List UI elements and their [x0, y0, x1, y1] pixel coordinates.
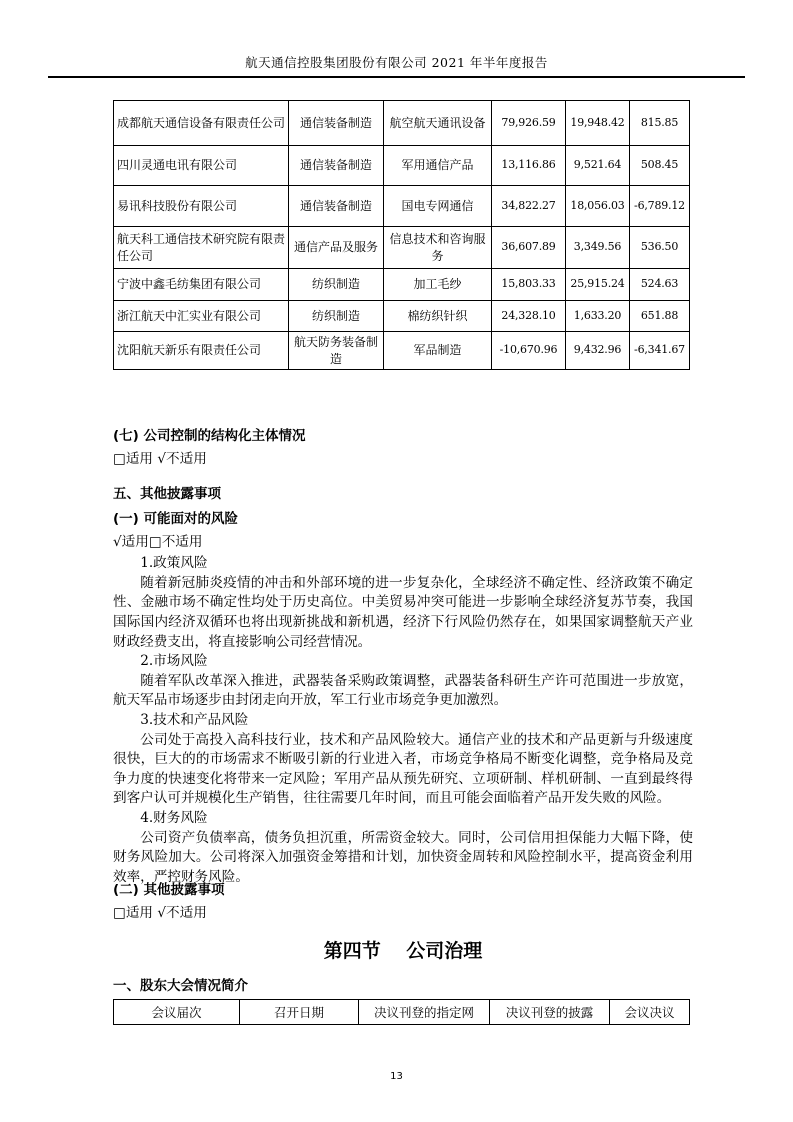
amount-cell: 508.45 — [630, 146, 690, 186]
amount-cell: 36,607.89 — [492, 227, 566, 269]
industry-cell: 纺织制造 — [289, 301, 384, 332]
amount-cell: 19,948.42 — [566, 101, 630, 146]
amount-cell: 9,521.64 — [566, 146, 630, 186]
risk-title: 2.市场风险 — [140, 653, 208, 670]
risk-item — [113, 711, 693, 809]
meetings-col-date: 召开日期 — [240, 999, 359, 1024]
company-name-cell: 成都航天通信设备有限责任公司 — [114, 101, 289, 146]
products-cell: 信息技术和咨询服务 — [384, 227, 492, 269]
table-row — [114, 146, 690, 186]
products-cell: 国电专网通信 — [384, 186, 492, 227]
amount-cell: 79,926.59 — [492, 101, 566, 146]
industry-cell: 通信装备制造 — [289, 146, 384, 186]
amount-cell: 9,432.96 — [566, 332, 630, 370]
products-cell: 航空航天通讯设备 — [384, 101, 492, 146]
risks-applicability: √适用□不适用 — [113, 533, 203, 550]
meetings-col-session: 会议届次 — [114, 999, 240, 1024]
page-number: 13 — [390, 1071, 403, 1082]
company-name-cell: 沈阳航天新乐有限责任公司 — [114, 332, 289, 370]
section-7-heading: (七) 公司控制的结构化主体情况 — [113, 428, 306, 444]
company-name-cell: 航天科工通信技术研究院有限责任公司 — [114, 227, 289, 269]
amount-cell: -10,670.96 — [492, 332, 566, 370]
table-row — [114, 332, 690, 370]
risk-body: 公司资产负债率高，债务负担沉重，所需资金较大。同时，公司信用担保能力大幅下降，使财务风险加大。公司将深入加强资金筹措和计划，加快资金周转和风险控制水平，提高资金利用效率，严控财务风险。 — [113, 829, 693, 885]
page-content — [113, 100, 693, 1025]
industry-cell: 通信装备制造 — [289, 186, 384, 227]
risk-title: 3.技术和产品风险 — [140, 711, 249, 728]
table-header-row — [114, 999, 690, 1024]
meetings-col-resolution: 会议决议 — [610, 999, 690, 1024]
meetings-table — [113, 999, 690, 1025]
risk-title: 1.政策风险 — [140, 555, 208, 572]
amount-cell: 13,116.86 — [492, 146, 566, 186]
section-2-heading: (二) 其他披露事项 — [113, 882, 225, 899]
amount-cell: 15,803.33 — [492, 269, 566, 301]
chapter-title: 第四节 公司治理 — [323, 939, 483, 962]
products-cell: 军品制造 — [384, 332, 492, 370]
risk-body: 随着军队改革深入推进，武器装备采购政策调整，武器装备科研生产许可范围进一步放宽，航天军品市场逐步由封闭走向开放，军工行业市场竞争更加激烈。 — [113, 672, 693, 709]
company-name-cell: 浙江航天中汇实业有限公司 — [114, 301, 289, 332]
amount-cell: 815.85 — [630, 101, 690, 146]
meetings-heading: 一、股东大会情况简介 — [113, 977, 248, 994]
amount-cell: -6,789.12 — [630, 186, 690, 227]
table-row — [114, 227, 690, 269]
amount-cell: 25,915.24 — [566, 269, 630, 301]
amount-cell: -6,341.67 — [630, 332, 690, 370]
company-name-cell: 易讯科技股份有限公司 — [114, 186, 289, 227]
company-name-cell: 四川灵通电讯有限公司 — [114, 146, 289, 186]
table-row — [114, 301, 690, 332]
section-2-applicability: □适用 √不适用 — [113, 905, 207, 922]
products-cell: 军用通信产品 — [384, 146, 492, 186]
industry-cell: 纺织制造 — [289, 269, 384, 301]
table-row — [114, 186, 690, 227]
table-row — [114, 101, 690, 146]
industry-cell: 通信装备制造 — [289, 101, 384, 146]
amount-cell: 34,822.27 — [492, 186, 566, 227]
risks-heading: (一) 可能面对的风险 — [113, 510, 239, 527]
amount-cell: 536.50 — [630, 227, 690, 269]
risk-item — [113, 652, 693, 711]
subsidiaries-table — [113, 100, 690, 370]
products-cell: 加工毛纱 — [384, 269, 492, 301]
industry-cell: 通信产品及服务 — [289, 227, 384, 269]
section-7-applicability: □适用 √不适用 — [113, 451, 207, 467]
amount-cell: 18,056.03 — [566, 186, 630, 227]
risk-body: 公司处于高投入高科技行业，技术和产品风险较大。通信产业的技术和产品更新与升级速度很快，巨大的的市场需求不断吸引新的行业进入者，市场竞争格局不断变化调整，竞争格局及竞争力度的快速变化将带来一定风险；军用产品从预先研究、立项研制、样机研制、一直到最终得到客户认可并规模化生产销售，往往需要几年时间，而且可能会面临着产品开发失败的风险。 — [113, 731, 693, 807]
risk-item — [113, 809, 693, 887]
amount-cell: 24,328.10 — [492, 301, 566, 332]
risk-item — [113, 554, 693, 652]
meetings-col-website: 决议刊登的指定网 — [359, 999, 490, 1024]
company-name-cell: 宁波中鑫毛纺集团有限公司 — [114, 269, 289, 301]
industry-cell: 航天防务装备制造 — [289, 332, 384, 370]
amount-cell: 3,349.56 — [566, 227, 630, 269]
meetings-col-disclosure: 决议刊登的披露 — [490, 999, 610, 1024]
amount-cell: 524.63 — [630, 269, 690, 301]
amount-cell: 651.88 — [630, 301, 690, 332]
other-disclosures-heading: 五、其他披露事项 — [113, 485, 221, 502]
document-header-title: 航天通信控股集团股份有限公司 2021 年半年度报告 — [245, 55, 548, 70]
amount-cell: 1,633.20 — [566, 301, 630, 332]
risk-list — [113, 554, 693, 887]
risk-body: 随着新冠肺炎疫情的冲击和外部环境的进一步复杂化，全球经济不确定性、经济政策不确定性、金融市场不确定性均处于历史高位。中美贸易冲突可能进一步影响全球经济复苏节奏，我国国际国内经济双循环也将出现新挑战和新机遇，经济下行风险仍然存在，如果国家调整航天产业财政经费支出，将直接影响公司经营情况。 — [113, 574, 693, 650]
table-row — [114, 269, 690, 301]
products-cell: 棉纺织针织 — [384, 301, 492, 332]
header-divider — [48, 76, 745, 78]
risk-title: 4.财务风险 — [140, 809, 208, 826]
